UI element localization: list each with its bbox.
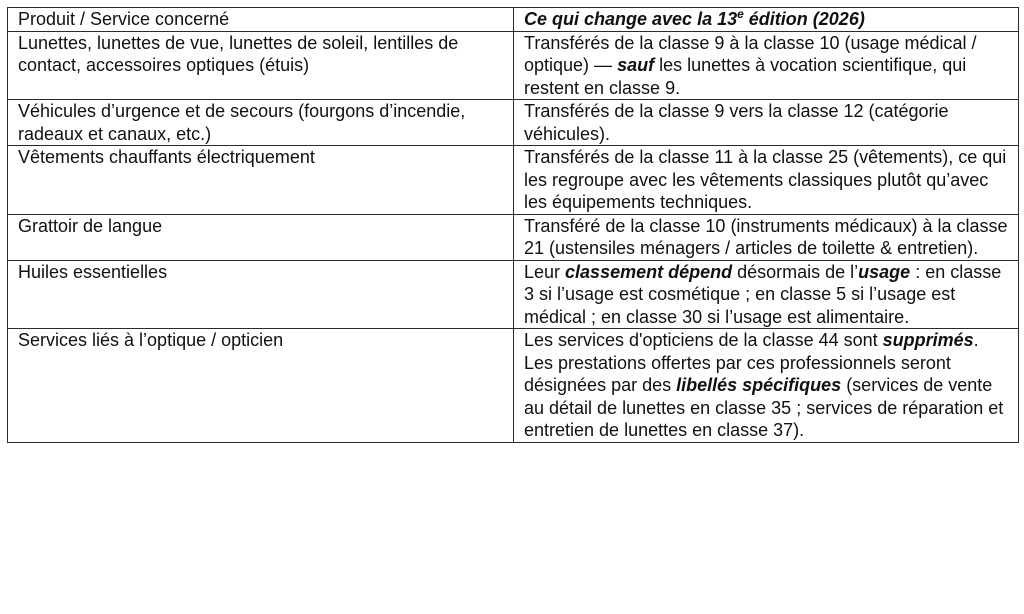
table-row (8, 146, 1019, 215)
header-change-superscript: e (737, 7, 744, 21)
change-cell (514, 329, 1019, 443)
change-emphasis: supprimés (882, 330, 974, 350)
change-cell (514, 260, 1019, 329)
header-change-label (524, 9, 865, 29)
product-cell (8, 146, 514, 215)
product-text: Vêtements chauffants électriquement (18, 147, 315, 167)
change-cell (514, 146, 1019, 215)
change-text: Transférés de la classe 11 à la classe 25 (vêtements), ce qui les regroupe avec les vêtements classiques plutôt qu’avec les équipements techniques. (524, 147, 1007, 212)
product-text: Véhicules d’urgence et de secours (fourgons d’incendie, radeaux et canaux, etc.) (18, 101, 466, 144)
table-row (8, 31, 1019, 100)
product-text: Huiles essentielles (18, 261, 168, 282)
change-text: Transférés de la classe 9 vers la classe 12 (catégorie véhicules). (524, 101, 949, 144)
product-cell (8, 214, 514, 260)
product-text: Services liés à l’optique / opticien (18, 330, 284, 350)
change-text: Transférés de la classe 9 à la classe 10 (usage médical / optique) — (524, 32, 977, 75)
classification-changes-table (7, 7, 1019, 443)
change-text: Les services d'opticiens de la classe 44 sont (524, 330, 883, 350)
change-cell (514, 214, 1019, 260)
product-text: Lunettes, lunettes de vue, lunettes de soleil, lentilles de contact, accessoires optiques (étuis) (18, 32, 459, 75)
header-change-text: Ce qui change avec la 13 (524, 9, 738, 29)
table-header-row (8, 8, 1019, 32)
header-product-label: Produit / Service concerné (18, 9, 230, 29)
product-text: Grattoir de langue (18, 215, 163, 236)
change-text: désormais de l’ (732, 261, 859, 282)
change-emphasis: classement dépend (565, 261, 733, 282)
change-text: Transféré de la classe 10 (instruments médicaux) à la classe 21 (ustensiles ménagers / articles de toilette & entretien). (524, 215, 1008, 258)
header-change (514, 8, 1019, 32)
product-cell (8, 260, 514, 329)
header-product (8, 8, 514, 32)
product-cell (8, 31, 514, 100)
table-row (8, 214, 1019, 260)
change-text: (services de vente au détail de lunettes en classe 35 ; services de réparation et entretien de lunettes en classe 37). (524, 375, 1004, 440)
table-row (8, 260, 1019, 329)
change-emphasis: libellés spécifiques (676, 375, 842, 395)
change-text: Leur (524, 261, 566, 282)
change-text: les lunettes à vocation scientifique, qui restent en classe 9. (524, 55, 967, 98)
change-cell (514, 31, 1019, 100)
header-change-text-end: édition (2026) (743, 9, 865, 29)
table-row (8, 329, 1019, 443)
change-emphasis: sauf (617, 55, 655, 75)
change-text: : en classe 3 si l’usage est cosmétique ; en classe 5 si l’usage est médical ; en classe 30 si l’usage est alimentaire. (524, 261, 1002, 327)
product-cell (8, 329, 514, 443)
product-cell (8, 100, 514, 146)
table-row (8, 100, 1019, 146)
change-cell (514, 100, 1019, 146)
change-text: . Les prestations offertes par ces professionnels seront désignées par des (524, 330, 979, 395)
change-emphasis: usage (858, 261, 911, 282)
